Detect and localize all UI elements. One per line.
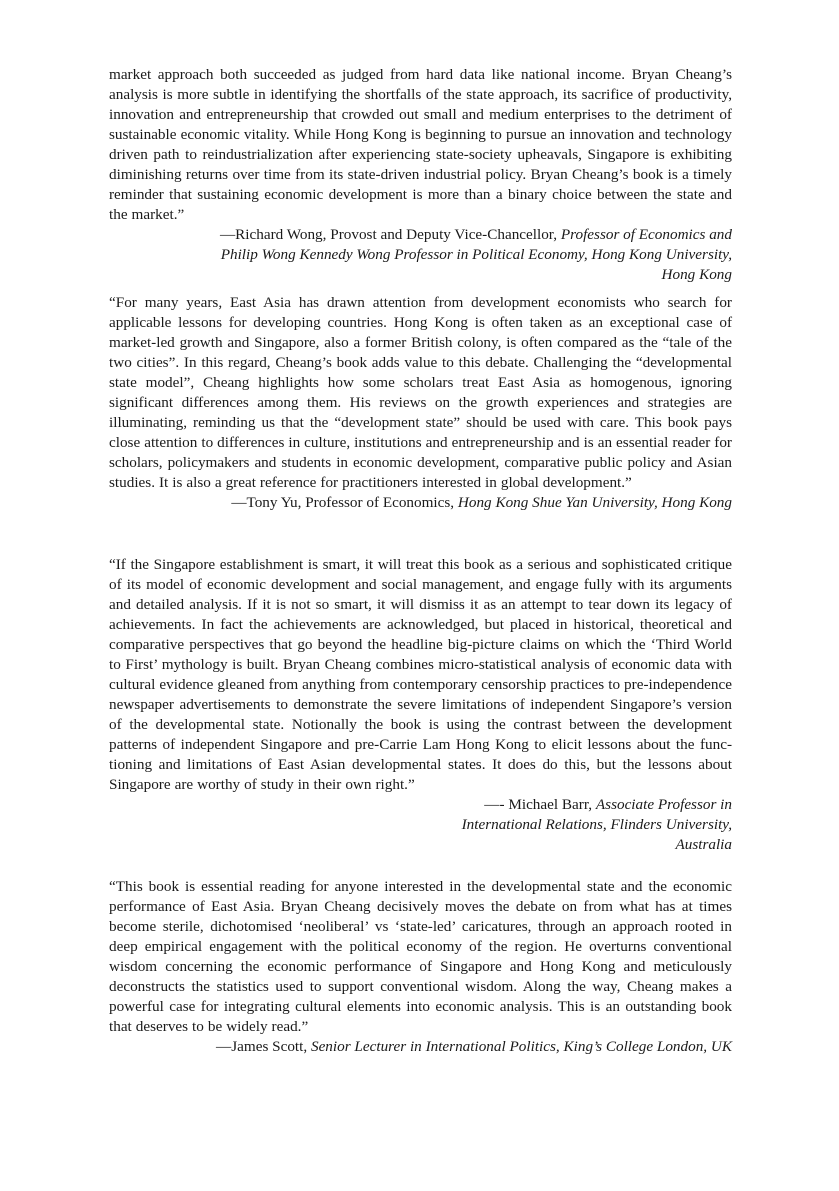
endorsement-quote: “This book is essential reading for anyone interested in the developmental state and the economic performance of East Asia. Bryan Cheang decisively moves the debate on from what has at times become sterile, dichotomised ‘neoliberal’ vs ‘state-led’ caricatures, through an approach rooted in deep empirical engagement with the political economy of the region. He overturns conventional wisdom concerning the economic performance of Singapore and Hong Kong and meticulously deconstructs the statistics used to support conventional wisdom. Along the way, Cheang makes a powerful case for integrating cultural elements into economic analysis. This is an outstanding book that deserves to be widely read.” xyxy=(109,878,732,1035)
endorsement-richard-wong xyxy=(109,65,732,285)
endorsement-attribution xyxy=(109,493,732,513)
endorsement-author: —Tony Yu, Professor of Economics, xyxy=(231,494,458,511)
endorsement-author-title: Associate Professor in International Relations, Flinders University, Australia xyxy=(461,796,732,853)
endorsement-author: —James Scott, xyxy=(216,1038,311,1055)
endorsement-quote: market approach both succeeded as judged from hard data like national income. Bryan Cheang’s analysis is more subtle in identifying the shortfalls of the state approach, its sacrifice of productivity, innovation and entrepreneurship that crowded out small and medium enterprises to the detriment of sustainable economic vitality. While Hong Kong is beginning to pursue an innovation and technology driven path to reindustrialization after experiencing state-society upheavals, Singapore is exhibiting diminishing returns over time from its state-driven industrial policy. Bryan Cheang’s book is a timely reminder that sustaining economic development is more than a binary choice between the state and the market.” xyxy=(109,66,732,223)
endorsement-quote: “For many years, East Asia has drawn attention from development economists who search for applicable lessons for developing countries. Hong Kong is often taken as an exceptional case of market-led growth and Singapore, also a former British colony, is often compared as the “tale of the two cities”. In this regard, Cheang’s book adds value to this debate. Challenging the “developmental state model”, Cheang highlights how some scholars treat East Asia as homogenous, ignoring significant differences among them. His reviews on the growth experiences and strategies are illuminating, reminding us that the “development state” should be used with care. This book pays close attention to differences in culture, institutions and entrepreneurship and is an essential reader for scholars, policymakers and students in economic development, comparative public policy and Asian studies. It is also a great reference for practitioners interested in global development.” xyxy=(109,294,732,491)
endorsement-attribution xyxy=(109,225,732,285)
endorsement-author-title: Professor of Economics and Philip Wong Kennedy Wong Professor in Political Economy, Hong Kong University, Hong Kong xyxy=(220,226,732,283)
endorsement-author: —Richard Wong, Provost and Deputy Vice-Chancellor, xyxy=(219,226,561,243)
endorsement-tony-yu xyxy=(109,293,732,513)
endorsement-attribution xyxy=(109,795,732,855)
endorsement-quote: “If the Singapore establishment is smart, it will treat this book as a serious and sophisticated critique of its model of economic development and social management, and engage fully with its arguments and detailed analysis. If it is not so smart, it will dismiss it as an attempt to tear down its legacy of achievements. In fact the achievements are acknowledged, but placed in historical, theoretical and comparative perspectives that go beyond the headline big-picture claims on which the ‘Third World to First’ mythology is built. Bryan Cheang combines micro-statistical analysis of economic data with cultural evidence gleaned from anything from contemporary censorship practices to pre-independence newspaper advertisements to demonstrate the severe limitations of independent Singapore’s version of the developmental state. Notionally the book is using the contrast between the development patterns of independent Singapore and pre-Carrie Lam Hong Kong to elicit lessons about the functioning and limitations of East Asian developmental states. It does do this, but the lessons about Singapore are worthy of study in their own right.” xyxy=(109,556,732,793)
endorsement-attribution xyxy=(109,1037,732,1057)
endorsement-james-scott xyxy=(109,877,732,1057)
endorsement-author-title: Hong Kong Shue Yan University, Hong Kong xyxy=(457,494,732,511)
endorsement-author: —- Michael Barr, xyxy=(484,796,596,813)
endorsement-author-title: Senior Lecturer in International Politics, King’s College London, UK xyxy=(310,1038,732,1055)
endorsement-michael-barr xyxy=(109,555,732,855)
